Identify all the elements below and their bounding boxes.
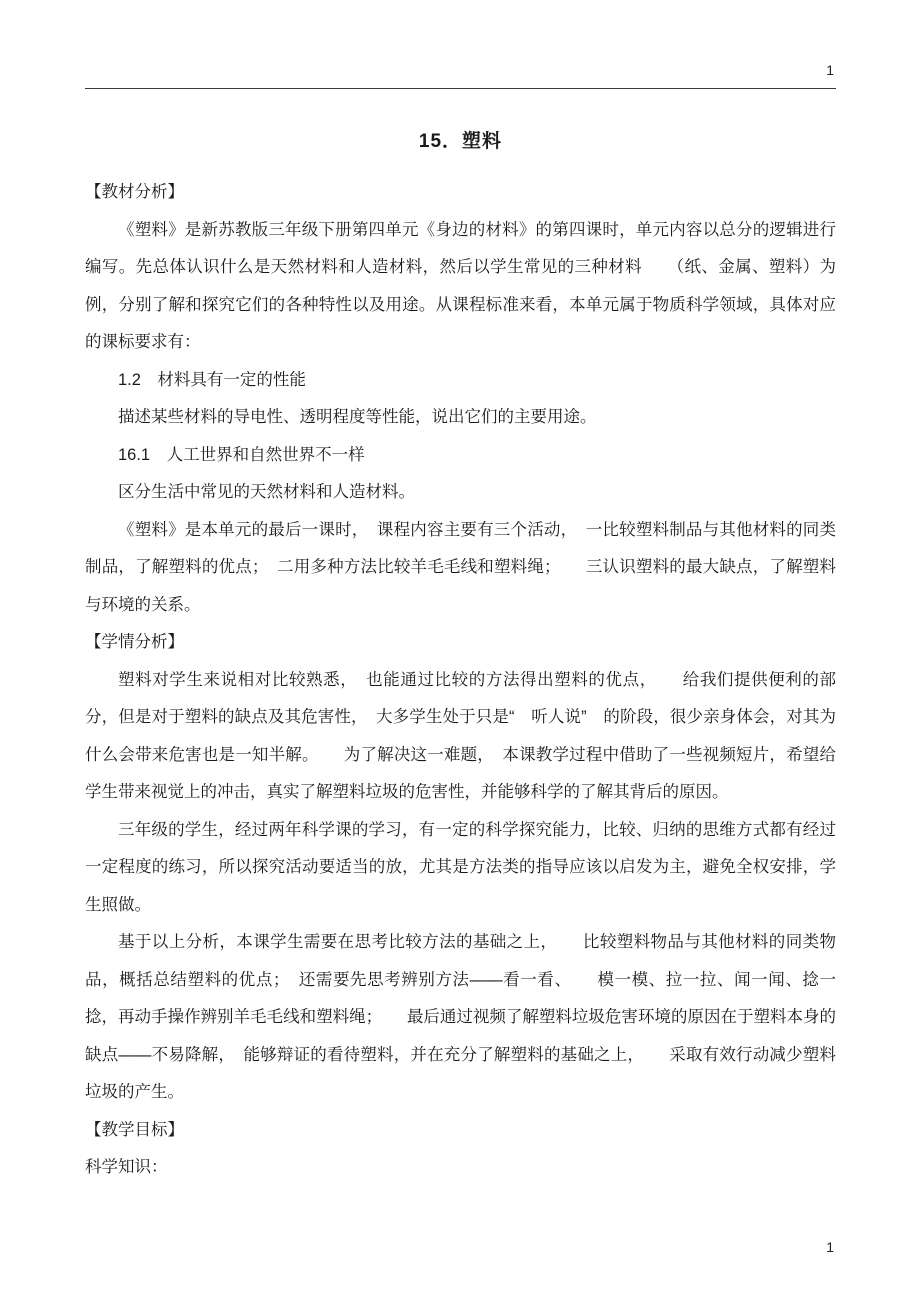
header-divider [85, 88, 836, 89]
paragraph-standard-16-1-desc: 区分生活中常见的天然材料和人造材料。 [118, 483, 415, 501]
section-heading-material-analysis: 【教材分析】 [85, 183, 184, 201]
paragraph-unit-overview: 《塑料》是新苏教版三年级下册第四单元《身边的材料》的第四课时，单元内容以总分的逻辑进行编写。先总体认识什么是天然材料和人造材料，然后以学生常见的三种材料 （纸、金属、塑料）为例，分别了解和探究它们的各种特性以及用途。从课程标准来看，本单元属于物质科学领域，具体对应的课标要求有： [85, 220, 836, 351]
paragraph-standard-16-1: 16.1 人工世界和自然世界不一样 [118, 445, 365, 464]
document-title: 15．塑料 [418, 131, 503, 152]
paragraph-grade3-ability: 三年级的学生，经过两年科学课的学习，有一定的科学探究能力，比较、归纳的思维方式都有经过一定程度的练习，所以探究活动要适当的放，尤其是方法类的指导应该以启发为主，避免全权安排，学生照做。 [85, 820, 836, 914]
page-number-top: 1 [826, 62, 834, 78]
page-number-bottom: 1 [826, 1239, 834, 1255]
section-heading-learner-analysis: 【学情分析】 [85, 633, 184, 651]
paragraph-analysis-conclusion: 基于以上分析，本课学生需要在思考比较方法的基础之上， 比较塑料物品与其他材料的同类物品，概括总结塑料的优点； 还需要先思考辨别方法——看一看、 模一模、拉一拉、闻一闻、捻一捻，再动手操作辨别羊毛毛线和塑料绳； 最后通过视频了解塑料垃圾危害环境的原因在于塑料本身的缺点——不易降解， 能够辩证的看待塑料，并在充分了解塑料的基础之上， 采取有效行动减少塑料垃圾的产生。 [85, 933, 836, 1101]
paragraph-science-knowledge-label: 科学知识： [85, 1158, 168, 1176]
document-content [85, 112, 836, 1187]
section-heading-teaching-goals: 【教学目标】 [85, 1120, 184, 1139]
paragraph-standard-1-2: 1.2 材料具有一定的性能 [118, 370, 306, 389]
paragraph-standard-1-2-desc: 描述某些材料的导电性、透明程度等性能，说出它们的主要用途。 [118, 408, 597, 426]
paragraph-lesson-activities: 《塑料》是本单元的最后一课时， 课程内容主要有三个活动， 一比较塑料制品与其他材料的同类制品，了解塑料的优点； 二用多种方法比较羊毛毛线和塑料绳； 三认识塑料的最大缺点，了解塑料与环境的关系。 [85, 520, 836, 614]
paragraph-student-familiarity: 塑料对学生来说相对比较熟悉， 也能通过比较的方法得出塑料的优点， 给我们提供便利的部分，但是对于塑料的缺点及其危害性， 大多学生处于只是“ 听人说” 的阶段，很少亲身体会，对其为什么会带来危害也是一知半解。 为了解决这一难题， 本课教学过程中借助了一些视频短片，希望给学生带来视觉上的冲击，真实了解塑料垃圾的危害性，并能够科学的了解其背后的原因。 [85, 670, 836, 801]
